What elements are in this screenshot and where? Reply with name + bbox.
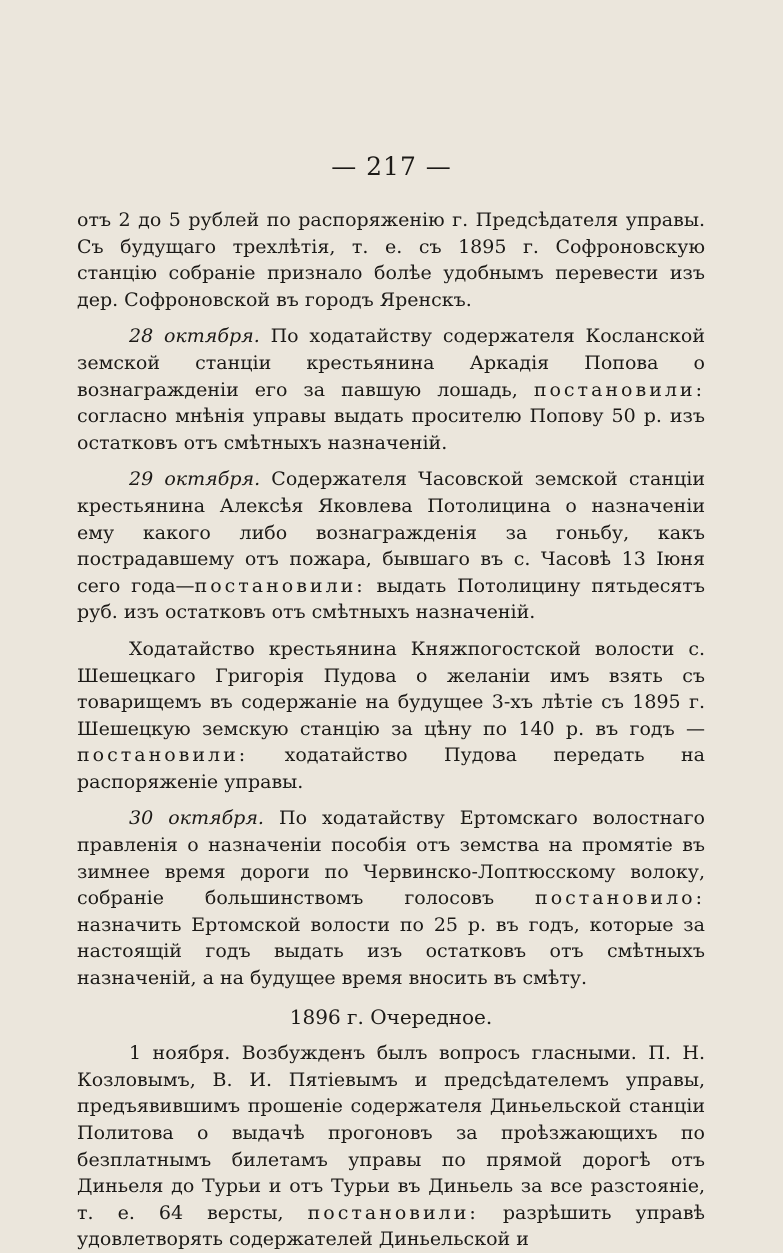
paragraph-6 bbox=[77, 1040, 705, 1253]
paragraph-text: 1 ноября. Возбужденъ былъ вопросъ гласными. П. Н. Козловымъ, В. И. Пятіевымъ и предсѣдателемъ управы, предъявившимъ прошеніе содержателя Диньельской станціи Политова о выдачѣ прогоновъ за проѣзжающихъ по безплатнымъ билетамъ управы по прямой дорогѣ отъ Диньеля до Турьи и отъ Турьи въ Диньель за все разстояніе, т. е. 64 версты, bbox=[77, 1042, 705, 1224]
paragraph-4 bbox=[77, 636, 705, 796]
date-label: 29 октября. bbox=[129, 468, 261, 491]
paragraph-text: выдать Потолицину пятьдесятъ руб. изъ остатковъ отъ смѣтныхъ назначеній. bbox=[77, 574, 705, 624]
paragraph-text: согласно мнѣнія управы выдать просителю Попову 50 р. изъ остатковъ отъ смѣтныхъ назначеній. bbox=[77, 405, 705, 454]
paragraph-text: назначить Ертомской волости по 25 р. въ годъ, которые за настоящій годъ выдать изъ остатковъ отъ смѣтныхъ назначеній, а на будущее время вносить въ смѣту. bbox=[77, 913, 705, 990]
paragraph-2 bbox=[77, 323, 705, 456]
paragraph-text: По ходатайству содержателя Косланской земской станціи крестьянина Аркадія Попова о вознагражденіи его за павшую лошадь, bbox=[77, 325, 705, 401]
paragraph-text: разрѣшить управѣ удовлетворять содержателей Диньельской и bbox=[77, 1201, 706, 1251]
paragraph-text: Ходатайство крестьянина Княжпогостской волости с. Шешецкаго Григорія Пудова о желаніи имъ взять съ товарищемъ въ содержаніе на будущее 3-хъ лѣтіе съ 1895 г. Шешецкую земскую станцію за цѣну по 140 р. въ годъ — bbox=[77, 637, 705, 740]
resolution-keyword: постановили: bbox=[194, 574, 366, 597]
resolution-keyword: постановили: bbox=[307, 1201, 479, 1224]
resolution-keyword: постановило: bbox=[535, 887, 706, 910]
paragraph-text: ходатайство Пудова передать на распоряженіе управы. bbox=[77, 744, 705, 793]
paragraph-text: По ходатайству Ертомскаго волостнаго правленія о назначеніи пособія отъ земства на промятіе въ зимнее время дороги по Червинско-Лоптюсскому волоку, собраніе большинствомъ голосовъ bbox=[77, 807, 705, 910]
paragraph-1: отъ 2 до 5 рублей по распоряженію г. Предсѣдателя управы. Съ будущаго трехлѣтія, т. е. съ 1895 г. Софроновскую станцію собраніе признало болѣе удобнымъ перевести изъ дер. Софроновской въ городъ Яренскъ. bbox=[77, 209, 705, 311]
date-label: 30 октября. bbox=[129, 807, 264, 830]
resolution-keyword: постановили: bbox=[533, 378, 705, 401]
section-heading: 1896 г. Очередное. bbox=[289, 1004, 493, 1029]
paragraph-text: Содержателя Часовской земской станціи крестьянина Алексѣя Яковлева Потолицина о назначеніи ему какого либо вознагражденія за гоньбу, какъ пострадавшему отъ пожара, бывшаго въ с. Часовѣ 13 Іюня сего года— bbox=[77, 468, 705, 597]
page-number: — 217 — bbox=[331, 152, 452, 181]
resolution-keyword: постановили: bbox=[77, 744, 249, 767]
text-block bbox=[77, 207, 705, 1253]
paragraph-5 bbox=[77, 805, 705, 991]
date-label: 28 октября. bbox=[129, 325, 260, 348]
paragraph-3 bbox=[77, 466, 705, 626]
